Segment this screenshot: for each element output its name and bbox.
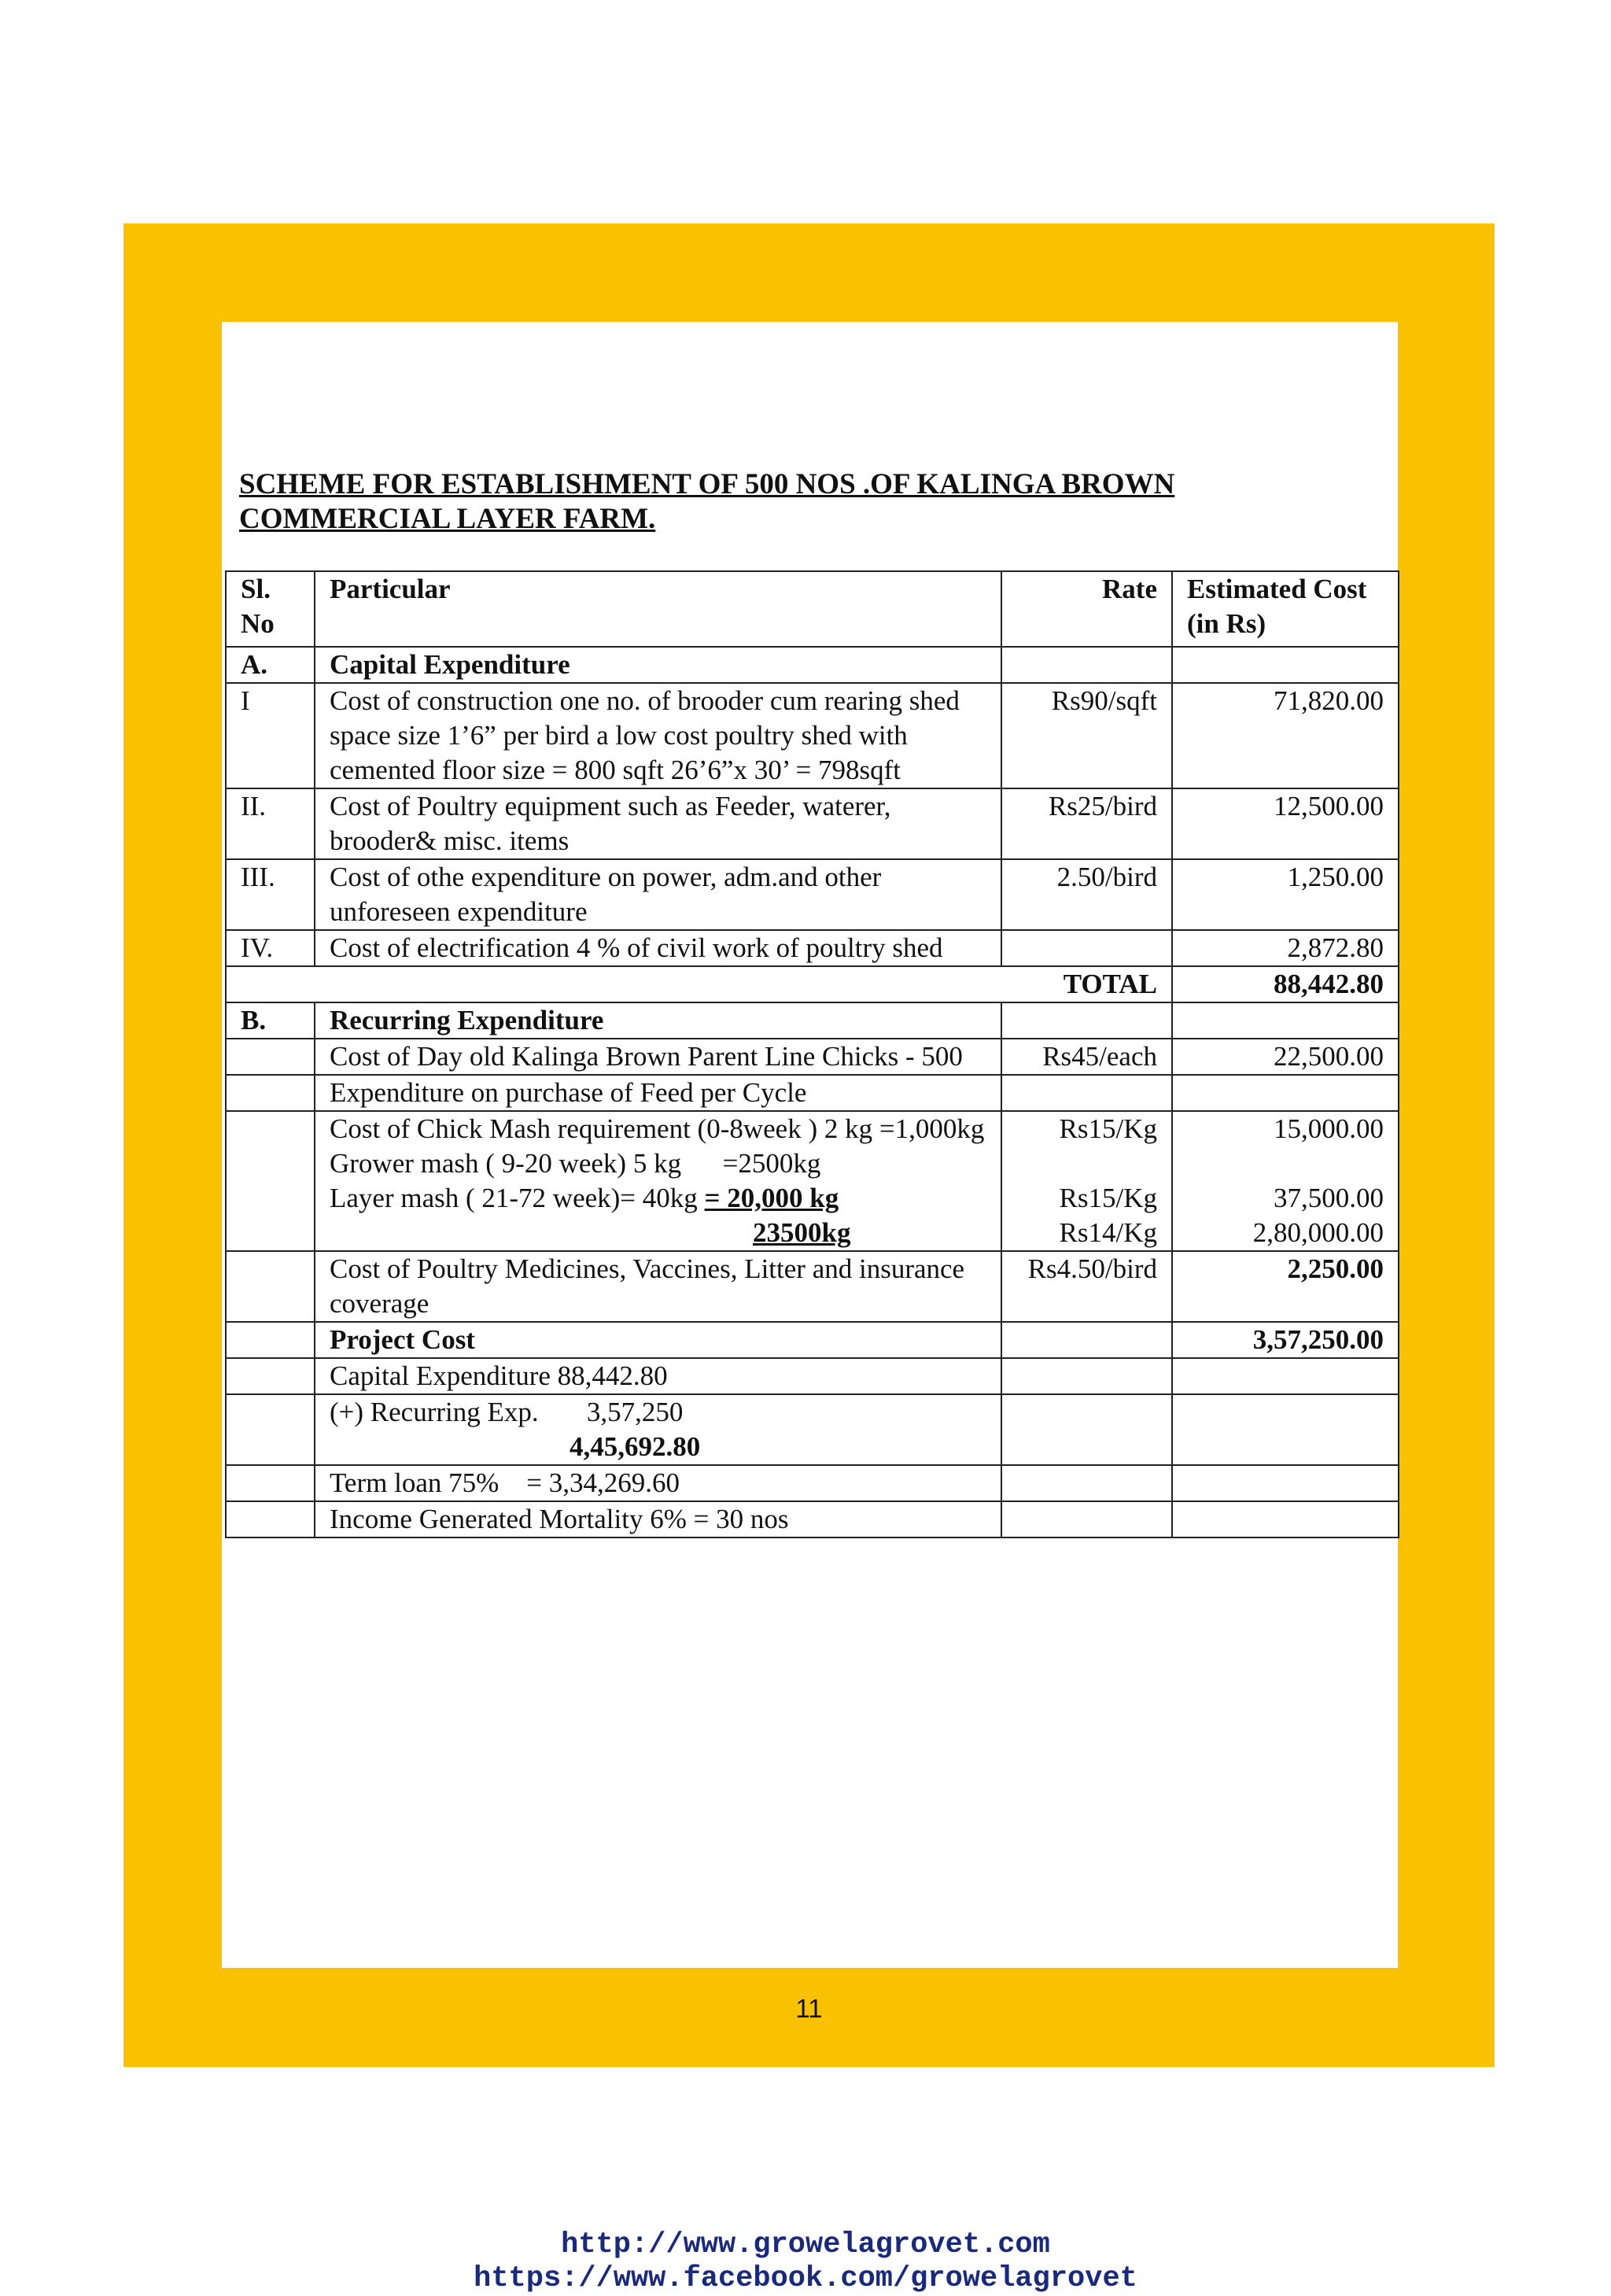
page-number: 11: [795, 1994, 823, 2023]
header-particular: Particular: [315, 571, 1001, 647]
row-particular: Cost of electrification 4 % of civil work of poultry shed: [315, 930, 1001, 966]
section-b-sl: B.: [226, 1002, 315, 1039]
total-row: [226, 966, 1399, 1002]
row-cost: 2,872.80: [1172, 930, 1399, 966]
table-row: [226, 683, 1399, 788]
layer-mash-line: [330, 1181, 986, 1216]
chicks-cost: 22,500.00: [1172, 1039, 1399, 1075]
row-particular: Cost of othe expenditure on power, adm.and other unforeseen expenditure: [315, 859, 1001, 930]
summary-loan: Term loan 75% = 3,34,269.60: [315, 1465, 1001, 1501]
section-a-label: Capital Expenditure: [315, 647, 1001, 683]
grower-mash-text: Grower mash ( 9-20 week) 5 kg =2500kg: [330, 1148, 821, 1179]
title-line-1: SCHEME FOR ESTABLISHMENT OF 500 NOS .OF KALINGA BROWN: [239, 468, 1175, 500]
grower-mash-cost: 37,500.00: [1274, 1183, 1384, 1213]
table-row: [226, 1501, 1399, 1537]
layer-mash-qty: = 20,000 kg: [704, 1183, 839, 1213]
table-row: [226, 1358, 1399, 1394]
row-rate: Rs90/sqft: [1001, 683, 1172, 788]
chicks-particular: Cost of Day old Kalinga Brown Parent Line Chicks - 500: [315, 1039, 1001, 1075]
row-rate: [1001, 930, 1172, 966]
header-rate: Rate: [1001, 571, 1172, 647]
table-row: [226, 1465, 1399, 1501]
chick-mash-cost: 15,000.00: [1274, 1113, 1384, 1144]
table-row: [226, 1039, 1399, 1075]
header-cost: Estimated Cost (in Rs): [1172, 571, 1399, 647]
feed-heading: Expenditure on purchase of Feed per Cycle: [315, 1075, 1001, 1111]
footer-links: [0, 2228, 1611, 2296]
chicks-rate: Rs45/each: [1001, 1039, 1172, 1075]
section-a-sl: A.: [226, 647, 315, 683]
cost-table: [225, 570, 1399, 1538]
summary-capital: Capital Expenditure 88,442.80: [315, 1358, 1001, 1394]
summary-sum: 4,45,692.80: [570, 1431, 701, 1462]
project-cost-label: Project Cost: [315, 1322, 1001, 1358]
table-row: [226, 859, 1399, 930]
section-b-row: [226, 1002, 1399, 1039]
table-row: [226, 1075, 1399, 1111]
row-cost: 71,820.00: [1172, 683, 1399, 788]
title-line-2: COMMERCIAL LAYER FARM.: [239, 503, 656, 535]
row-sl: III.: [226, 859, 315, 930]
feed-row: [226, 1111, 1399, 1251]
chick-mash-text: Cost of Chick Mash requirement (0-8week ) 2 kg =1,000kg: [330, 1113, 985, 1144]
medicines-rate: Rs4.50/bird: [1001, 1251, 1172, 1322]
page-frame: [123, 223, 1495, 2067]
row-particular: Cost of construction one no. of brooder cum rearing shed space size 1’6” per bird a low cost poultry shed with cemented floor size = 800 sqft 26’6”x 30’ = 798sqft: [315, 683, 1001, 788]
row-sl: I: [226, 683, 315, 788]
table-row: [226, 1251, 1399, 1322]
row-cost: 12,500.00: [1172, 788, 1399, 859]
layer-mash-text: Layer mash ( 21-72 week)= 40kg: [330, 1183, 698, 1213]
section-a-row: [226, 647, 1399, 683]
document-title: [239, 467, 1174, 537]
grower-mash-rate: Rs15/Kg: [1059, 1183, 1157, 1213]
project-cost-value: 3,57,250.00: [1172, 1322, 1399, 1358]
header-sl: Sl. No: [226, 571, 315, 647]
row-cost: 1,250.00: [1172, 859, 1399, 930]
project-cost-row: [226, 1322, 1399, 1358]
section-b-label: Recurring Expenditure: [315, 1002, 1001, 1039]
row-rate: Rs25/bird: [1001, 788, 1172, 859]
page-content: [222, 322, 1398, 1968]
row-sl: IV.: [226, 930, 315, 966]
layer-mash-cost: 2,80,000.00: [1252, 1217, 1384, 1248]
row-rate: 2.50/bird: [1001, 859, 1172, 930]
total-value: 88,442.80: [1172, 966, 1399, 1002]
table-row: [226, 930, 1399, 966]
facebook-link[interactable]: https://www.facebook.com/growelagrovet: [474, 2262, 1137, 2295]
row-particular: Cost of Poultry equipment such as Feeder, waterer, brooder& misc. items: [315, 788, 1001, 859]
layer-mash-rate: Rs14/Kg: [1059, 1217, 1157, 1248]
table-row: [226, 788, 1399, 859]
feed-total: 23500kg: [753, 1217, 851, 1248]
summary-income: Income Generated Mortality 6% = 30 nos: [315, 1501, 1001, 1537]
feed-total-line: [330, 1216, 986, 1250]
table-row: [226, 1394, 1399, 1465]
medicines-particular: Cost of Poultry Medicines, Vaccines, Litter and insurance coverage: [315, 1251, 1001, 1322]
medicines-cost: 2,250.00: [1172, 1251, 1399, 1322]
row-sl: II.: [226, 788, 315, 859]
table-header-row: [226, 571, 1399, 647]
summary-recurring: (+) Recurring Exp. 3,57,250: [330, 1397, 684, 1427]
total-label: TOTAL: [226, 966, 1172, 1002]
chick-mash-rate: Rs15/Kg: [1059, 1113, 1157, 1144]
website-link[interactable]: http://www.growelagrovet.com: [561, 2228, 1050, 2261]
